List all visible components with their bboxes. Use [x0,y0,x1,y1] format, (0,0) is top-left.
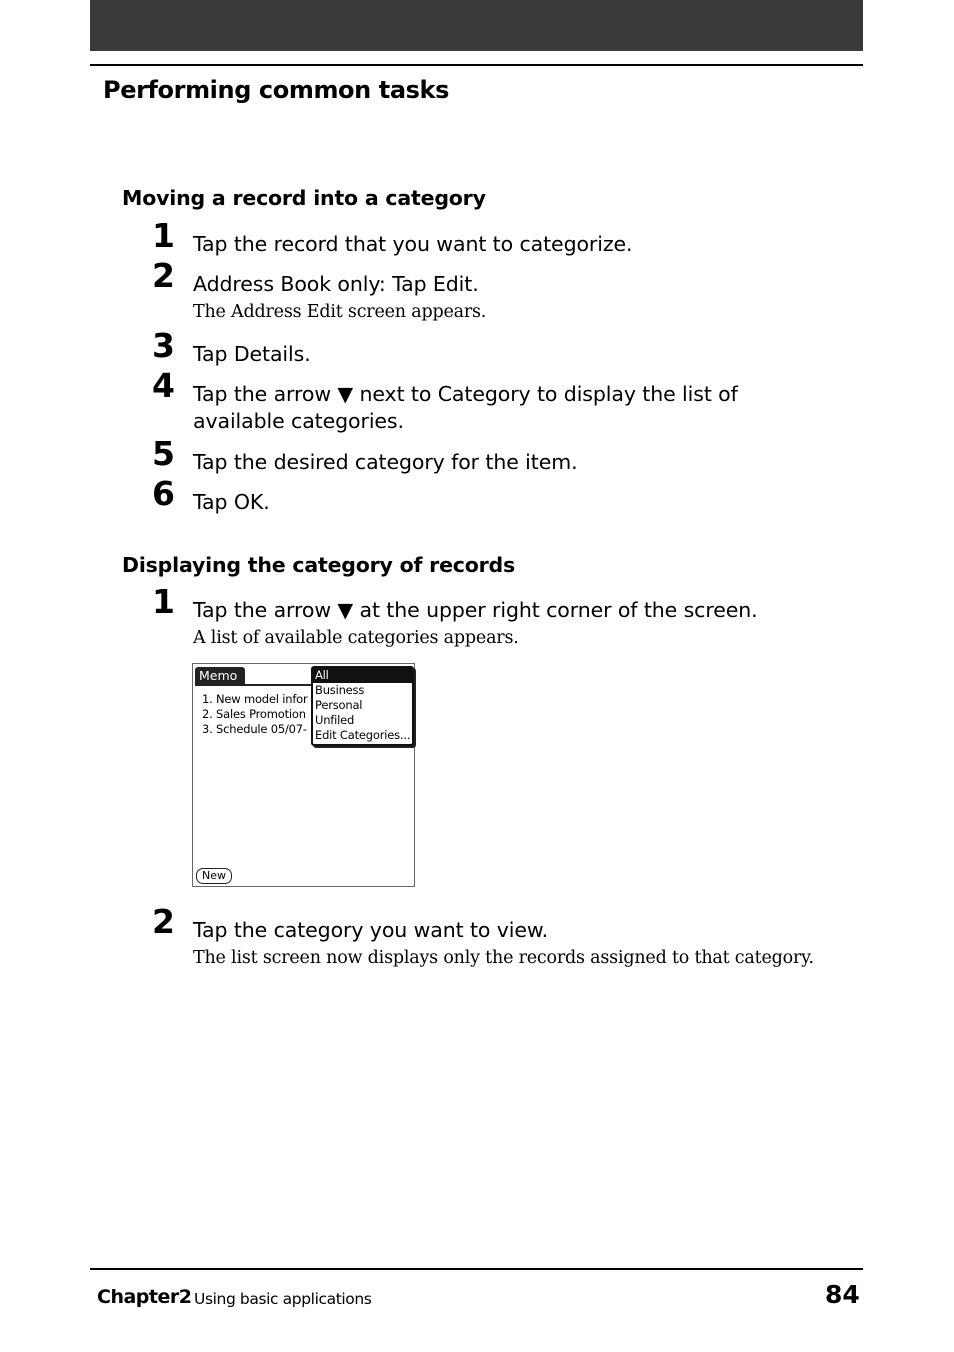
memo-list [202,692,312,737]
step-text: Tap the record that you want to categorize. [193,232,633,256]
step-number: 3 [152,326,175,365]
new-button: New [196,868,232,884]
category-option: Unfiled [315,713,355,727]
category-option: All [313,668,412,683]
step-text: Address Book only: Tap Edit. [193,272,479,296]
category-option: Business [315,683,365,697]
header-bar [90,0,863,51]
step-text: Tap Details. [193,342,311,366]
section-heading-moving: Moving a record into a category [122,186,486,210]
step-note: A list of available categories appears. [193,628,519,648]
page-number: 84 [825,1280,860,1309]
step-note: The Address Edit screen appears. [193,302,487,322]
step-text: Tap OK. [193,490,270,514]
step-number: 2 [152,256,175,295]
memo-tab-underline [195,684,311,686]
step-text: Tap the desired category for the item. [193,450,578,474]
step-number: 4 [152,366,175,405]
section-heading-displaying: Displaying the category of records [122,553,516,577]
step-text: Tap the category you want to view. [193,918,549,942]
list-item: 3. Schedule 05/07- [202,722,307,736]
step-note: The list screen now displays only the records assigned to that category. [193,948,814,968]
step-text: Tap the arrow ▼ at the upper right corner of the screen. [193,598,758,622]
list-item: 2. Sales Promotion [202,707,306,721]
step-number: 5 [152,434,175,473]
footer-subtitle: Using basic applications [194,1290,372,1308]
memo-screenshot [192,663,415,887]
category-option: Edit Categories... [315,728,411,742]
header-rule [90,64,863,66]
page-title: Performing common tasks [103,76,449,104]
step-number: 6 [152,474,175,513]
list-item: 1. New model infor [202,692,308,706]
step-text: Tap the arrow ▼ next to Category to display the list of available categories. [193,382,738,433]
step-number: 1 [152,582,175,621]
memo-tab: Memo [195,667,245,684]
step-number: 2 [152,902,175,941]
step-number: 1 [152,216,175,255]
category-option: Personal [315,698,363,712]
footer-rule [90,1268,863,1270]
footer-chapter: Chapter2 [97,1286,192,1308]
category-dropdown [311,666,414,746]
